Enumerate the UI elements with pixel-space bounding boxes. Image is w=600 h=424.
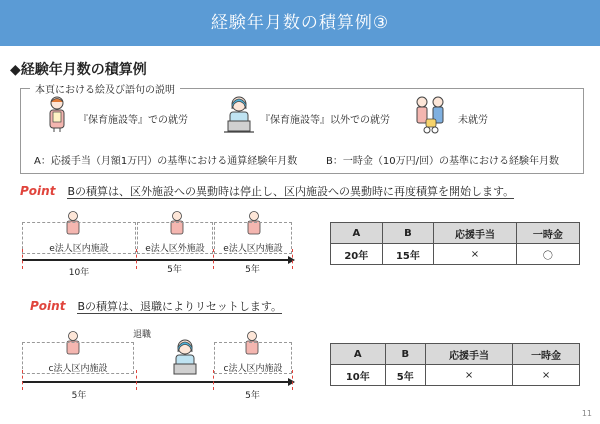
legend-label-unemployed: 未就労: [458, 115, 488, 126]
segment-box: e法人区内施設: [22, 222, 136, 254]
timeline: [22, 381, 288, 383]
point-label: Point: [30, 299, 66, 313]
legend-caption: 本頁における絵及び語句の説明: [30, 81, 180, 96]
duration-label: 5年: [245, 265, 260, 275]
section-title: ◆経験年月数の積算例: [10, 62, 147, 78]
page-title-banner: [0, 0, 600, 46]
duration-label: 10年: [68, 268, 90, 278]
timeline-marker: [136, 370, 137, 390]
table-header: 一時金: [516, 223, 579, 244]
timeline-marker: [292, 249, 293, 269]
result-table-1: [330, 222, 580, 265]
table-cell: 10年: [331, 365, 386, 386]
segment-box: c法人区内施設: [214, 342, 292, 374]
page-title: 経験年月数の積算例③: [210, 13, 390, 33]
family-icon: [412, 95, 448, 135]
segment-box: e法人区内施設: [214, 222, 292, 254]
table-header: 応援手当: [434, 223, 516, 244]
table-header: 応援手当: [426, 344, 513, 365]
retirement-label: 退職: [133, 330, 152, 340]
office-worker-icon: [222, 95, 256, 135]
legend-label-office: 『保育施設等』以外での就労: [260, 115, 390, 126]
table-cell: 〇: [516, 244, 579, 265]
table-header: A: [331, 223, 383, 244]
result-table-2: [330, 343, 580, 386]
table-header: B: [382, 223, 434, 244]
table-cell: 5年: [385, 365, 425, 386]
childcare-worker-icon: [46, 95, 68, 133]
table-header: 一時金: [513, 344, 580, 365]
point-note-2: [30, 298, 282, 314]
segment-box: c法人区内施設: [22, 342, 134, 374]
point-text: Bの積算は、区外施設への異動時は停止し、区内施設への異動時に再度積算を開始します。: [67, 185, 515, 198]
timeline-marker: [292, 370, 293, 390]
office-worker-icon: [168, 338, 202, 378]
table-header: A: [331, 344, 386, 365]
duration-label: 5年: [71, 391, 87, 401]
table-cell: 20年: [331, 244, 383, 265]
duration-label: 5年: [167, 265, 182, 275]
timeline-marker: [213, 370, 214, 390]
definition-a: A：応援手当（月額1万円）の基準における通算経験年月数: [34, 156, 298, 167]
point-text: Bの積算は、退職によりリセットします。: [77, 300, 282, 313]
legend-label-childcare: 『保育施設等』での就労: [78, 115, 188, 126]
duration-label: 5年: [245, 391, 260, 401]
definition-b: B：一時金（10万円/回）の基準における経験年月数: [326, 156, 559, 167]
table-cell: ×: [426, 365, 513, 386]
table-cell: ×: [513, 365, 580, 386]
point-note-1: [20, 183, 514, 199]
page-number: 11: [581, 409, 592, 418]
segment-box: e法人区外施設: [137, 222, 213, 254]
point-label: Point: [20, 184, 56, 198]
table-cell: ×: [434, 244, 516, 265]
table-header: B: [385, 344, 425, 365]
timeline-marker: [22, 370, 23, 390]
timeline: [22, 259, 288, 261]
table-cell: 15年: [382, 244, 434, 265]
